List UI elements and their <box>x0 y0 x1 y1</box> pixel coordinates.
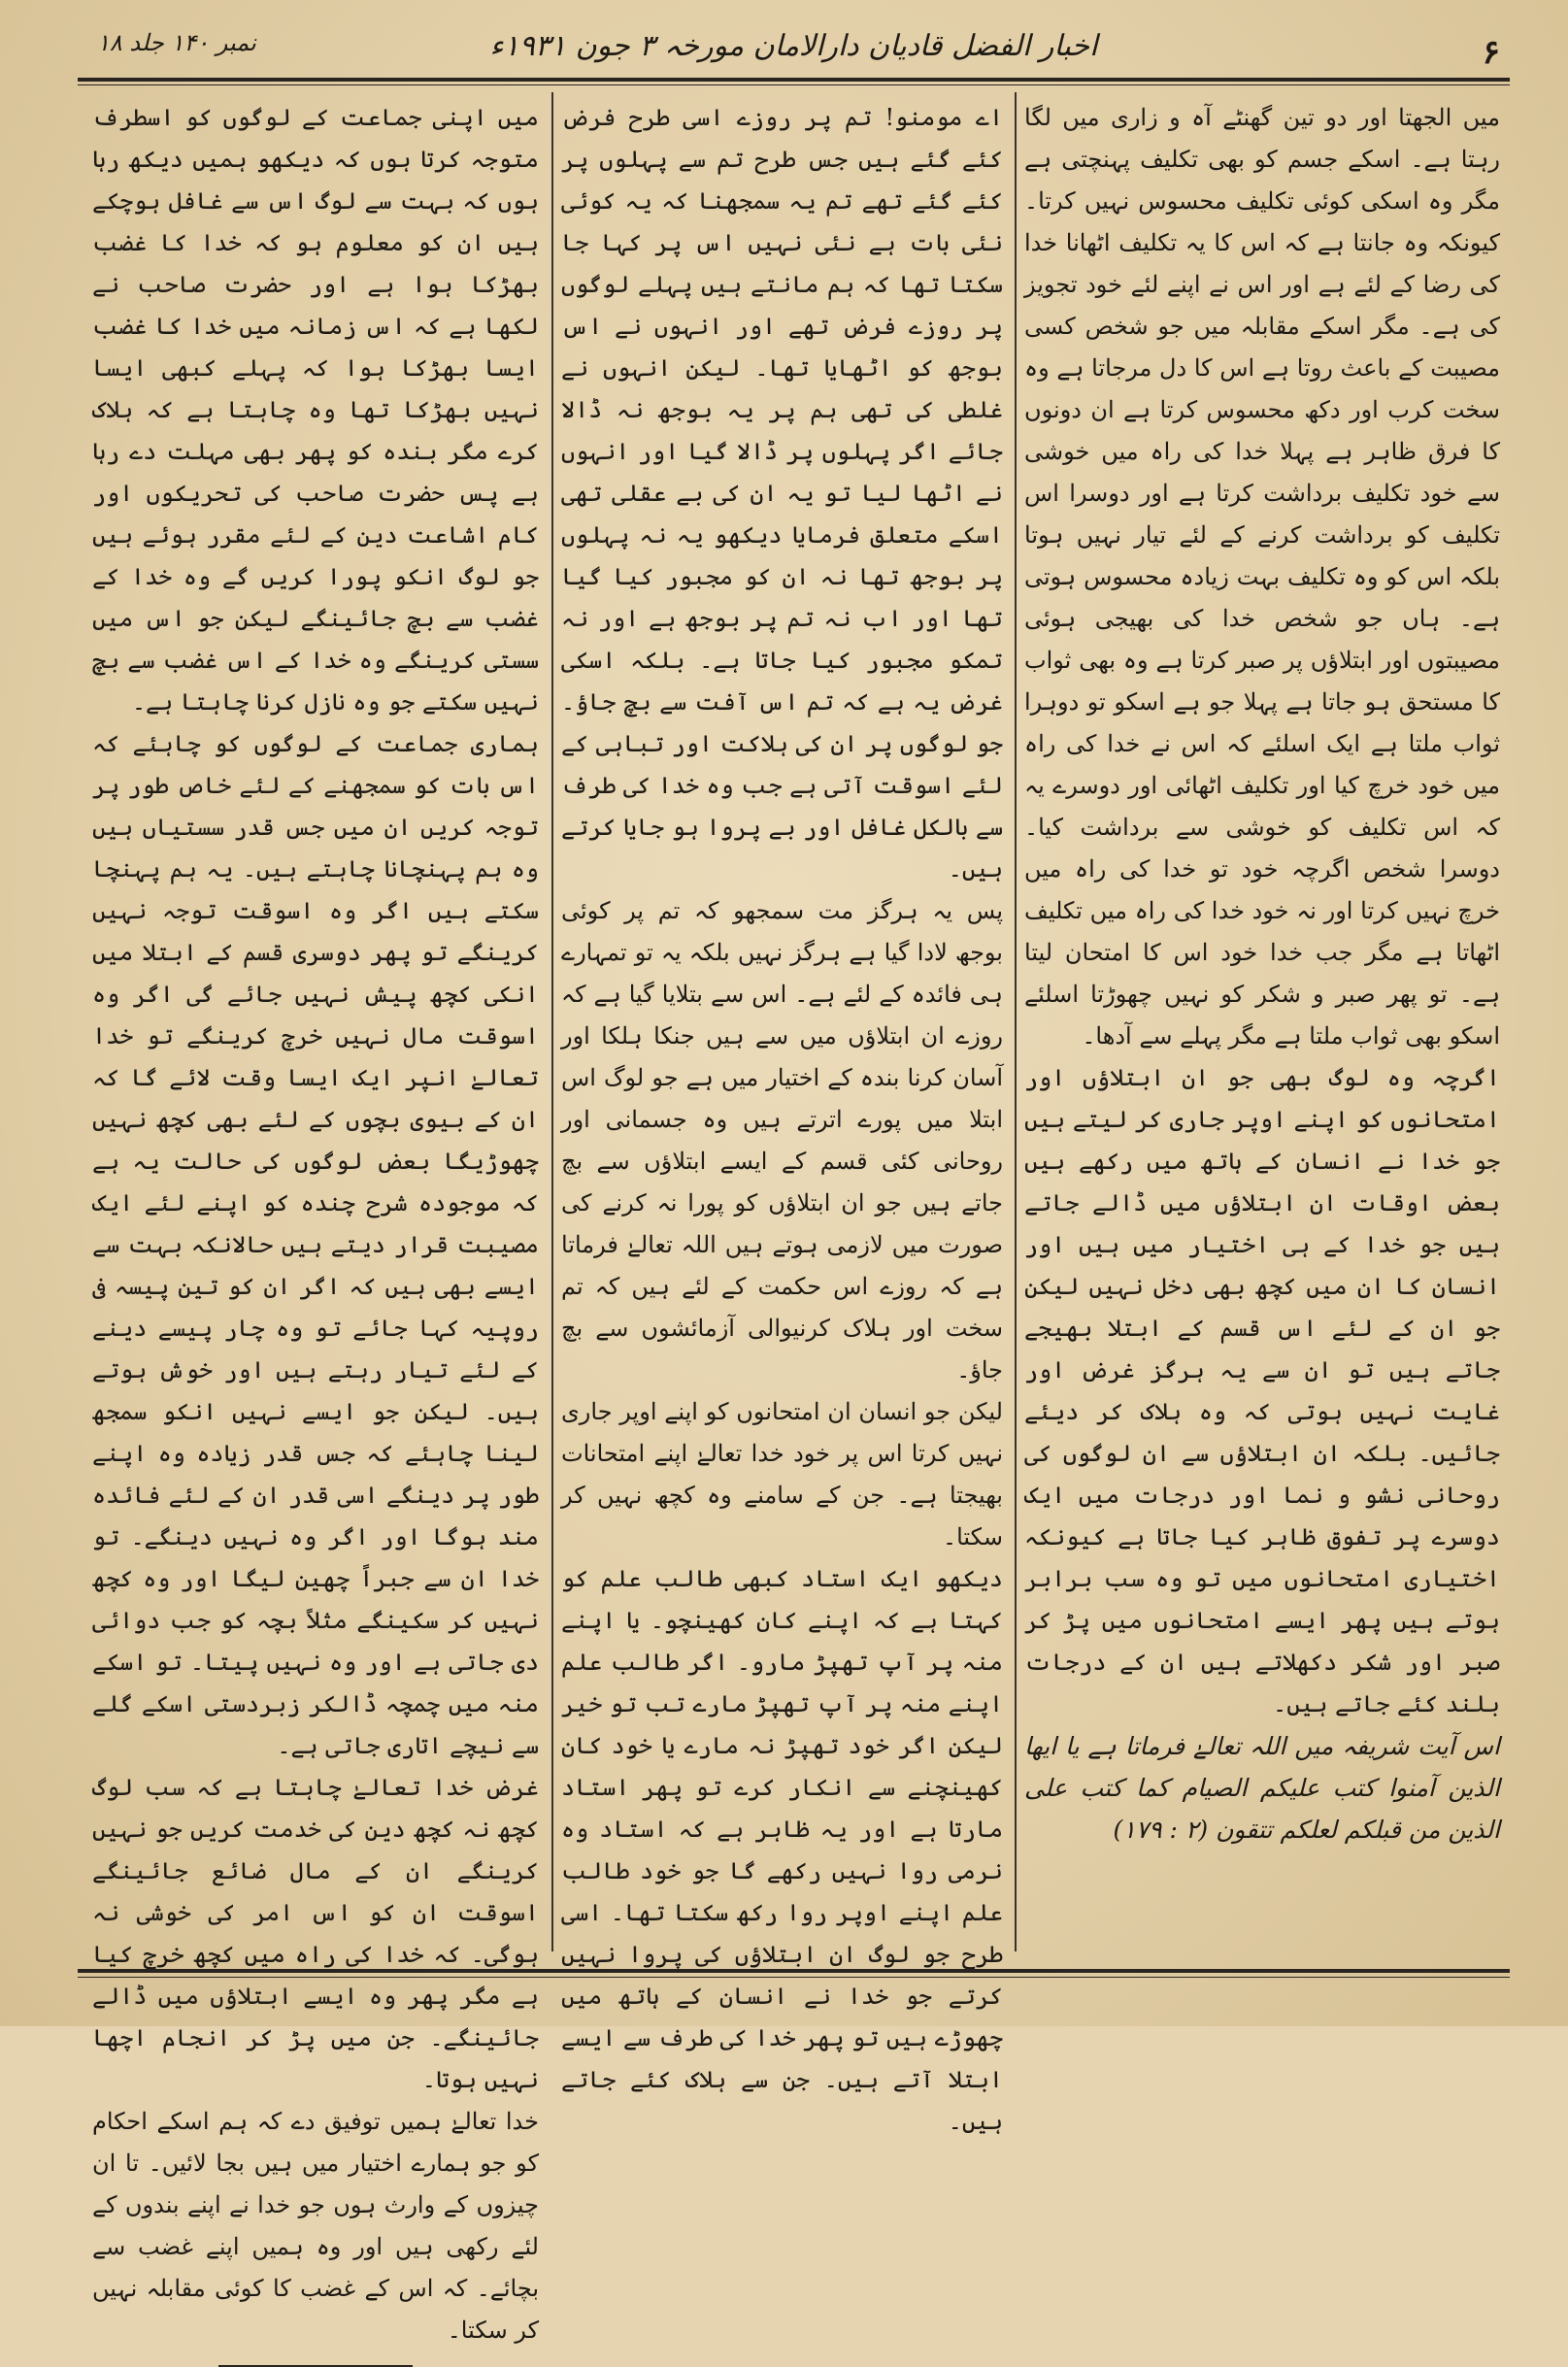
paragraph: خدا تعالےٰ ہمیں توفیق دے کہ ہم اسکے احکام کو جو ہمارے اختیار میں ہیں بجا لائیں۔ تا ان چیزوں کے وارث ہوں جو خدا نے اپنے بندوں کے لئے رکھی ہیں اور وہ ہمیں اپنے غضب سے بچائے۔ کہ اس کے غضب کا کوئی مقابلہ نہیں کر سکتا۔ <box>92 2108 539 2344</box>
issue-number: نمبر ۱۴۰ جلد ۱۸ <box>97 29 256 56</box>
paragraph: پس یہ ہرگز مت سمجھو کہ تم پر کوئی بوجھ لادا گیا ہے ہرگز نہیں بلکہ یہ تو تمہارے ہی فائدہ کے لئے ہے۔ اس سے بتلایا گیا ہے کہ روزے ان ابتلاؤں میں سے ہیں جنکا ہلکا اور آسان کرنا بندہ کے اختیار میں ہے جو لوگ اس ابتلا میں پورے اترتے ہیں وہ جسمانی اور روحانی کئی قسم کے ایسے ابتلاؤں سے بچ جاتے ہیں جو ان ابتلاؤں کو پورا نہ کرنے کی صورت میں لازمی ہوتے ہیں اللہ تعالےٰ فرماتا ہے کہ روزے اس حکمت کے لئے ہیں کہ تم سخت اور ہلاک کرنیوالی آزمائشوں سے بچ جاؤ۔ <box>561 897 1003 1384</box>
column-divider <box>1015 92 1017 1951</box>
paragraph: اگرچہ وہ لوگ بھی جو ان ابتلاؤں اور امتحانوں کو اپنے اوپر جاری کر لیتے ہیں جو خدا نے انسان کے ہاتھ میں رکھے ہیں بعض اوقات ان ابتلاؤں میں ڈالے جاتے ہیں جو خدا کے ہی اختیار میں ہیں اور انسان کا ان میں کچھ بھی دخل نہیں لیکن جو ان کے لئے اس قسم کے ابتلا بھیجے جاتے ہیں تو ان سے یہ ہرگز غرض اور غایت نہیں ہوتی کہ وہ ہلاک کر دیئے جائیں۔ بلکہ ان ابتلاؤں سے ان لوگوں کی روحانی نشو و نما اور درجات میں ایک دوسرے پر تفوق ظاہر کیا جاتا ہے کیونکہ اختیاری امتحانوں میں تو وہ سب برابر ہوتے ہیں پھر ایسے امتحانوں میں پڑ کر صبر اور شکر دکھلاتے ہیں ان کے درجات بلند کئے جاتے ہیں۔ <box>1024 1064 1500 1717</box>
column-divider <box>551 92 553 1951</box>
paragraph: دیکھو ایک استاد کبھی طالب علم کو کہتا ہے کہ اپنے کان کھینچو۔ یا اپنے منہ پر آپ تھپڑ مارو۔ اگر طالب علم اپنے منہ پر آپ تھپڑ مارے تب تو خیر لیکن اگر خود تھپڑ نہ مارے یا خود کان کھینچنے سے انکار کرے تو پھر استاد مارتا ہے اور یہ ظاہر ہے کہ استاد وہ نرمی روا نہیں رکھے گا جو خود طالب علم اپنے اوپر روا رکھ سکتا تھا۔ اسی طرح جو لوگ ان ابتلاؤں کی پروا نہیں کرتے جو خدا نے انسان کے ہاتھ میں چھوڑے ہیں تو پھر خدا کی طرف سے ایسے ابتلا آتے ہیں۔ جن سے ہلاک کئے جاتے ہیں۔ <box>561 1565 1003 2135</box>
column-left <box>92 97 539 2344</box>
page-header <box>78 19 1510 78</box>
paragraph: ہماری جماعت کے لوگوں کو چاہئے کہ اس بات کو سمجھنے کے لئے خاص طور پر توجہ کریں ان میں جس قدر سستیاں ہیں وہ ہم پہنچانا چاہتے ہیں۔ یہ ہم پہنچا سکتے ہیں اگر وہ اسوقت توجہ نہیں کرینگے تو پھر دوسری قسم کے ابتلا میں انکی کچھ پیش نہیں جائے گی اگر وہ اسوقت مال نہیں خرچ کرینگے تو خدا تعالےٰ انپر ایک ایسا وقت لائے گا کہ ان کے بیوی بچوں کے لئے بھی کچھ نہیں چھوڑیگا بعض لوگوں کی حالت یہ ہے کہ موجودہ شرح چندہ کو اپنے لئے ایک مصیبت قرار دیتے ہیں حالانکہ بہت سے ایسے بھی ہیں کہ اگر ان کو تین پیسہ فی روپیہ کہا جائے تو وہ چار پیسے دینے کے لئے تیار رہتے ہیں اور خوش ہوتے ہیں۔ لیکن جو ایسے نہیں انکو سمجھ لینا چاہئے کہ جس قدر زیادہ وہ اپنے طور پر دینگے اسی قدر ان کے لئے فائدہ مند ہوگا اور اگر وہ نہیں دینگے۔ تو خدا ان سے جبراً چھین لیگا اور وہ کچھ نہیں کر سکینگے مثلاً بچہ کو جب دوائی دی جاتی ہے اور وہ نہیں پیتا۔ تو اسکے منہ میں چمچہ ڈالکر زبردستی اسکے گلے سے نیچے اتاری جاتی ہے۔ <box>92 730 539 1759</box>
paragraph: میں الجھتا اور دو تین گھنٹے آہ و زاری میں لگا رہتا ہے۔ اسکے جسم کو بھی تکلیف پہنچتی ہے مگر وہ اسکی کوئی تکلیف محسوس نہیں کرتا۔ کیونکہ وہ جانتا ہے کہ اس کا یہ تکلیف اٹھانا خدا کی رضا کے لئے ہے اور اس نے اپنے لئے خود تجویز کی ہے۔ مگر اسکے مقابلہ میں جو شخص کسی مصیبت کے باعث روتا ہے اس کا دل مرجاتا ہے وہ سخت کرب اور دکھ محسوس کرتا ہے ان دونوں کا فرق ظاہر ہے پہلا خدا کی راہ میں خوشی سے خود تکلیف برداشت کرتا ہے اور دوسرا اس تکلیف کو برداشت کرنے کے لئے تیار نہیں ہوتا بلکہ اس کو وہ تکلیف بہت زیادہ محسوس ہوتی ہے۔ ہاں جو شخص خدا کی بھیجی ہوئی مصیبتوں اور ابتلاؤں پر صبر کرتا ہے وہ بھی ثواب کا مستحق ہو جاتا ہے پہلا جو ہے اسکو تو دوہرا ثواب ملتا ہے ایک اسلئے کہ اس نے خدا کی راہ میں خود خرچ کیا اور تکلیف اٹھائی اور دوسرے یہ کہ اس تکلیف کو خوشی سے برداشت کیا۔ دوسرا شخص اگرچہ خود تو خدا کی راہ میں خرچ نہیں کرتا اور نہ خود خدا کی راہ میں تکلیف اٹھاتا ہے مگر جب خدا خود اس کا امتحان لیتا ہے۔ تو پھر صبر و شکر کو نہیں چھوڑتا اسلئے اسکو بھی ثواب ملتا ہے مگر پہلے سے آدھا۔ <box>1024 104 1500 1050</box>
header-rule <box>78 78 1510 82</box>
paragraph: میں اپنی جماعت کے لوگوں کو اسطرف متوجہ کرتا ہوں کہ دیکھو ہمیں دیکھ رہا ہوں کہ بہت سے لوگ اس سے غافل ہوچکے ہیں ان کو معلوم ہو کہ خدا کا غضب بھڑکا ہوا ہے اور حضرت صاحب نے لکھا ہے کہ اس زمانہ میں خدا کا غضب ایسا بھڑکا ہوا کہ پہلے کبھی ایسا نہیں بھڑکا تھا وہ چاہتا ہے کہ ہلاک کرے مگر بندہ کو پھر بھی مہلت دے رہا ہے پس حضرت صاحب کی تحریکوں اور کام اشاعت دین کے لئے مقرر ہوئے ہیں جو لوگ انکو پورا کریں گے وہ خدا کے غضب سے بچ جائینگے لیکن جو اس میں سستی کرینگے وہ خدا کے اس غضب سے بچ نہیں سکتے جو وہ نازل کرنا چاہتا ہے۔ <box>92 104 539 716</box>
masthead: اخبار الفضل قادیان دارالامان مورخہ ۳ جون ۱۹۳۱ء <box>489 29 1098 63</box>
page-number: ۶ <box>1482 33 1500 72</box>
footer-rule-thin <box>78 1977 1510 1978</box>
header-rule-thin <box>78 84 1510 85</box>
paragraph: لیکن جو انسان ان امتحانوں کو اپنے اوپر جاری نہیں کرتا اس پر خود خدا تعالےٰ اپنے امتحانات بھیجتا ہے۔ جن کے سامنے وہ کچھ نہیں کر سکتا۔ <box>561 1398 1003 1550</box>
footer-rule <box>78 1969 1510 1973</box>
column-right <box>1024 97 1500 1961</box>
column-middle <box>561 97 1003 2135</box>
quran-verse: اس آیت شریفہ میں اللہ تعالےٰ فرماتا ہے یا ایھا الذین آمنوا کتب علیکم الصیام کما کتب علی الذین من قبلکم لعلکم تتقون (۲ : ۱۷۹) <box>1024 1732 1500 1844</box>
paragraph: غرض خدا تعالےٰ چاہتا ہے کہ سب لوگ کچھ نہ کچھ دین کی خدمت کریں جو نہیں کرینگے ان کے مال ضائع جائینگے اسوقت ان کو اس امر کی خوشی نہ ہوگی۔ کہ خدا کی راہ میں کچھ خرچ کیا ہے مگر پھر وہ ایسے ابتلاؤں میں ڈالے جائینگے۔ جن میں پڑ کر انجام اچھا نہیں ہوتا۔ <box>92 1774 539 2093</box>
paragraph: اے مومنو! تم پر روزے اسی طرح فرض کئے گئے ہیں جس طرح تم سے پہلوں پر کئے گئے تھے تم یہ سمجھنا کہ یہ کوئی نئی بات ہے نئی نہیں اس پر کہا جا سکتا تھا کہ ہم مانتے ہیں پہلے لوگوں پر روزے فرض تھے اور انہوں نے اس بوجھ کو اٹھایا تھا۔ لیکن انہوں نے غلطی کی تھی ہم پر یہ بوجھ نہ ڈالا جائے اگر پہلوں پر ڈالا گیا اور انہوں نے اٹھا لیا تو یہ ان کی بے عقلی تھی اسکے متعلق فرمایا دیکھو یہ نہ پہلوں پر بوجھ تھا نہ ان کو مجبور کیا گیا تھا اور اب نہ تم پر بوجھ ہے اور نہ تمکو مجبور کیا جاتا ہے۔ بلکہ اسکی غرض یہ ہے کہ تم اس آفت سے بچ جاؤ۔ جو لوگوں پر ان کی ہلاکت اور تباہی کے لئے اسوقت آتی ہے جب وہ خدا کی طرف سے بالکل غافل اور بے پروا ہو جایا کرتے ہیں۔ <box>561 104 1003 883</box>
